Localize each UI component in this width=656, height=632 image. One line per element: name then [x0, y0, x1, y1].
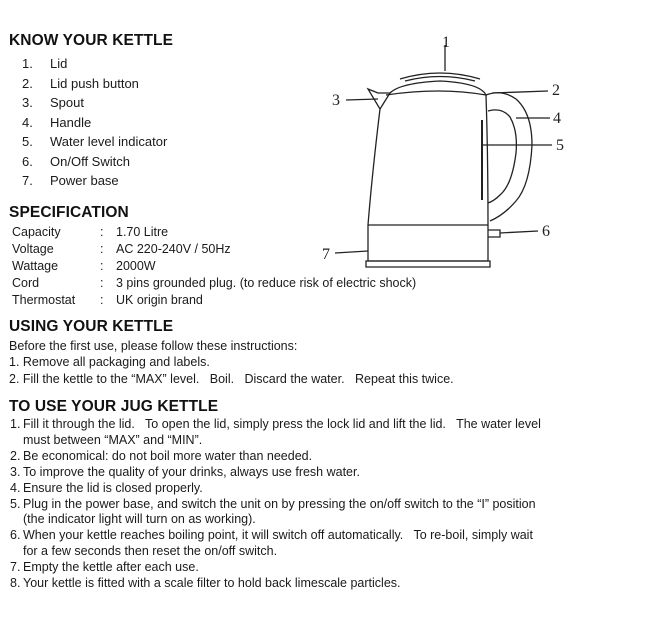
part-label: Water level indicator: [50, 134, 168, 149]
step-number: 6.: [10, 528, 21, 542]
spout-line: [380, 93, 390, 109]
spec-sep: :: [100, 259, 104, 273]
part-item: [22, 152, 167, 172]
callout-1: 1: [442, 34, 450, 51]
know-your-kettle-heading: KNOW YOUR KETTLE: [9, 32, 174, 49]
step-number: 7.: [10, 559, 21, 574]
step-text: for a few seconds then reset the on/off switch.: [23, 543, 278, 558]
step-number: 4.: [10, 480, 21, 495]
step-text: Fill it through the lid. To open the lid, simply press the lock lid and lift the lid. The water level: [23, 417, 541, 431]
part-number: 3.: [22, 95, 33, 110]
lid-inner: [405, 77, 475, 82]
step-number: 3.: [10, 464, 21, 479]
using-step-2: 2. Fill the kettle to the “MAX” level. Boil. Discard the water. Repeat this twice.: [9, 372, 454, 386]
spec-value: 2000W: [116, 259, 156, 273]
step-text: To improve the quality of your drinks, always use fresh water.: [23, 464, 360, 479]
step-number: 5.: [10, 496, 21, 511]
callout-6: 6: [542, 223, 550, 240]
part-number: 4.: [22, 114, 33, 130]
jug-step: [10, 528, 640, 559]
step-number: 2.: [10, 448, 21, 463]
jug-steps-list: [10, 417, 640, 592]
part-label: Power base: [50, 173, 119, 188]
part-label: On/Off Switch: [50, 153, 130, 169]
step-text: Ensure the lid is closed properly.: [23, 480, 203, 495]
leader-2: [492, 91, 548, 93]
jug-step: [10, 497, 640, 528]
step-number: 8.: [10, 575, 21, 590]
spec-value: AC 220-240V / 50Hz: [116, 242, 231, 256]
part-number: 1.: [22, 56, 33, 71]
step-text: Empty the kettle after each use.: [23, 559, 199, 574]
part-label: Lid: [50, 56, 68, 71]
callout-2: 2: [552, 82, 560, 99]
part-label: Spout: [50, 95, 84, 110]
jug-step: [10, 560, 640, 576]
spec-key: Capacity: [12, 225, 61, 239]
step-number: 1.: [10, 417, 21, 431]
specification-table: [12, 224, 416, 309]
spec-key: Wattage: [12, 259, 59, 273]
spec-row: [12, 258, 416, 275]
rim-band: [386, 91, 486, 95]
spec-sep: :: [100, 242, 104, 256]
leader-3: [346, 99, 378, 100]
step-text: When your kettle reaches boiling point, it will switch off automatically. To re-boil, simply wait: [23, 528, 533, 542]
part-label: Lid push button: [50, 75, 139, 91]
part-item: [22, 113, 167, 133]
spec-row: [12, 224, 416, 241]
spec-sep: :: [100, 225, 104, 239]
callout-4: 4: [553, 110, 561, 127]
spec-sep: :: [100, 293, 104, 307]
specification-heading: SPECIFICATION: [9, 204, 129, 221]
on-off-switch: [488, 230, 500, 237]
callout-5: 5: [556, 137, 564, 154]
spec-row: [12, 292, 416, 309]
spec-key: Voltage: [12, 242, 54, 256]
part-item: [22, 74, 167, 94]
handle-inner: [488, 110, 516, 203]
jug-step: [10, 576, 640, 592]
using-intro: Before the first use, please follow these instructions:: [9, 339, 298, 353]
step-text: (the indicator light will turn on as working).: [23, 512, 256, 526]
part-number: 2.: [22, 75, 33, 91]
part-number: 6.: [22, 153, 33, 169]
jug-step: [10, 481, 640, 497]
jug-step: [10, 449, 640, 465]
using-your-kettle-heading: USING YOUR KETTLE: [9, 318, 174, 335]
step-text: Your kettle is fitted with a scale filter to hold back limescale particles.: [23, 575, 401, 590]
part-label: Handle: [50, 114, 92, 130]
spec-value: 1.70 Litre: [116, 225, 169, 239]
step-text: Be economical: do not boil more water than needed.: [23, 448, 313, 463]
spec-key: Cord: [12, 276, 40, 290]
parts-list: [22, 54, 167, 191]
part-item: [22, 54, 167, 74]
part-item: [22, 132, 167, 152]
step-text: Plug in the power base, and switch the unit on by pressing the on/off switch to the “I” position: [23, 496, 536, 511]
callout-3: 3: [332, 92, 340, 109]
spec-key: Thermostat: [12, 293, 76, 307]
spec-row: [12, 275, 416, 292]
spec-value: 3 pins grounded plug. (to reduce risk of electric shock): [116, 276, 417, 290]
using-step-1: 1. Remove all packaging and labels.: [9, 355, 210, 369]
jug-kettle-heading: TO USE YOUR JUG KETTLE: [9, 398, 219, 415]
spec-sep: :: [100, 276, 104, 290]
jug-step: [10, 465, 640, 481]
part-number: 7.: [22, 173, 33, 188]
spec-row: [12, 241, 416, 258]
part-number: 5.: [22, 134, 33, 149]
step-text: must between “MAX” and “MIN”.: [23, 432, 203, 447]
leader-6: [500, 231, 538, 233]
handle-outer: [486, 93, 532, 221]
spec-value: UK origin brand: [116, 293, 203, 307]
part-item: [22, 93, 167, 113]
jug-step: [10, 417, 640, 448]
callout-7: 7: [322, 246, 330, 263]
part-item: [22, 171, 167, 191]
